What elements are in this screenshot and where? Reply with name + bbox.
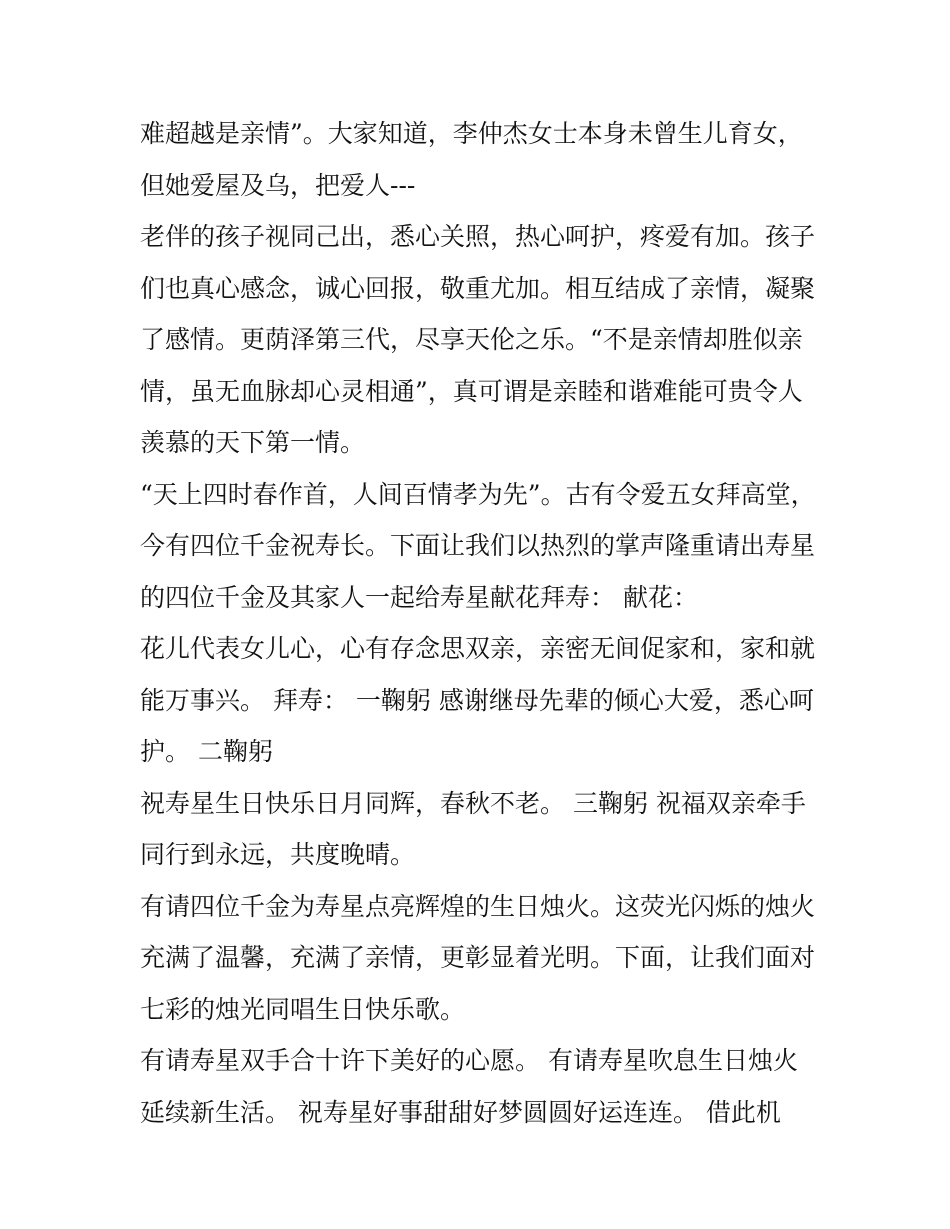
text-line: 七彩的烛光同唱生日快乐歌。 — [140, 994, 466, 1024]
text-line: 花儿代表女儿心，心有存念思双亲，亲密无间促家和，家和就 — [140, 634, 816, 663]
text-line: 有请四位千金为寿星点亮辉煌的生日烛火。这荧光闪烁的烛火 — [140, 891, 816, 921]
text-line: 祝寿星生日快乐日月同辉，春秋不老。 三鞠躬 祝福双亲牵手 — [140, 788, 806, 818]
text-line: 同行到永远，共度晚晴。 — [140, 840, 416, 869]
text-line: 的四位千金及其家人一起给寿星献花拜寿： 献花： — [140, 582, 698, 612]
text-line: 们也真心感念，诚心回报，敬重尤加。相互结成了亲情，凝聚 — [140, 273, 816, 303]
text-line: 今有四位千金祝寿长。下面让我们以热烈的掌声隆重请出寿星 — [140, 531, 816, 560]
text-line: 难超越是亲情”。大家知道，李仲杰女士本身未曾生儿育女， — [140, 119, 803, 148]
text-line: 羡慕的天下第一情。 — [140, 428, 366, 457]
text-line: 充满了温馨，充满了亲情，更彰显着光明。下面，让我们面对 — [140, 943, 816, 972]
text-line: 情，虽无血脉却心灵相通”，真可谓是亲睦和谐难能可贵令人 — [140, 376, 803, 406]
text-line: 老伴的孩子视同己出，悉心关照，热心呵护，疼爱有加。孩子 — [140, 222, 816, 251]
text-line: 延续新生活。 祝寿星好事甜甜好梦圆圆好运连连。 借此机 — [140, 1097, 781, 1127]
text-line: 但她爱屋及乌，把爱人--- — [140, 170, 416, 200]
body-text — [140, 108, 840, 1138]
text-line: 了感情。更荫泽第三代，尽享天伦之乐。“不是亲情却胜似亲 — [140, 325, 803, 354]
text-line: “天上四时春作首，人间百情孝为先”。古有令爱五女拜高堂， — [140, 479, 816, 509]
text-line: 能万事兴。 拜寿： 一鞠躬 感谢继母先辈的倾心大爱，悉心呵 — [140, 685, 814, 715]
text-line: 有请寿星双手合十许下美好的心愿。 有请寿星吹息生日烛火 — [140, 1046, 798, 1075]
text-line: 护。 二鞠躬 — [140, 737, 273, 766]
